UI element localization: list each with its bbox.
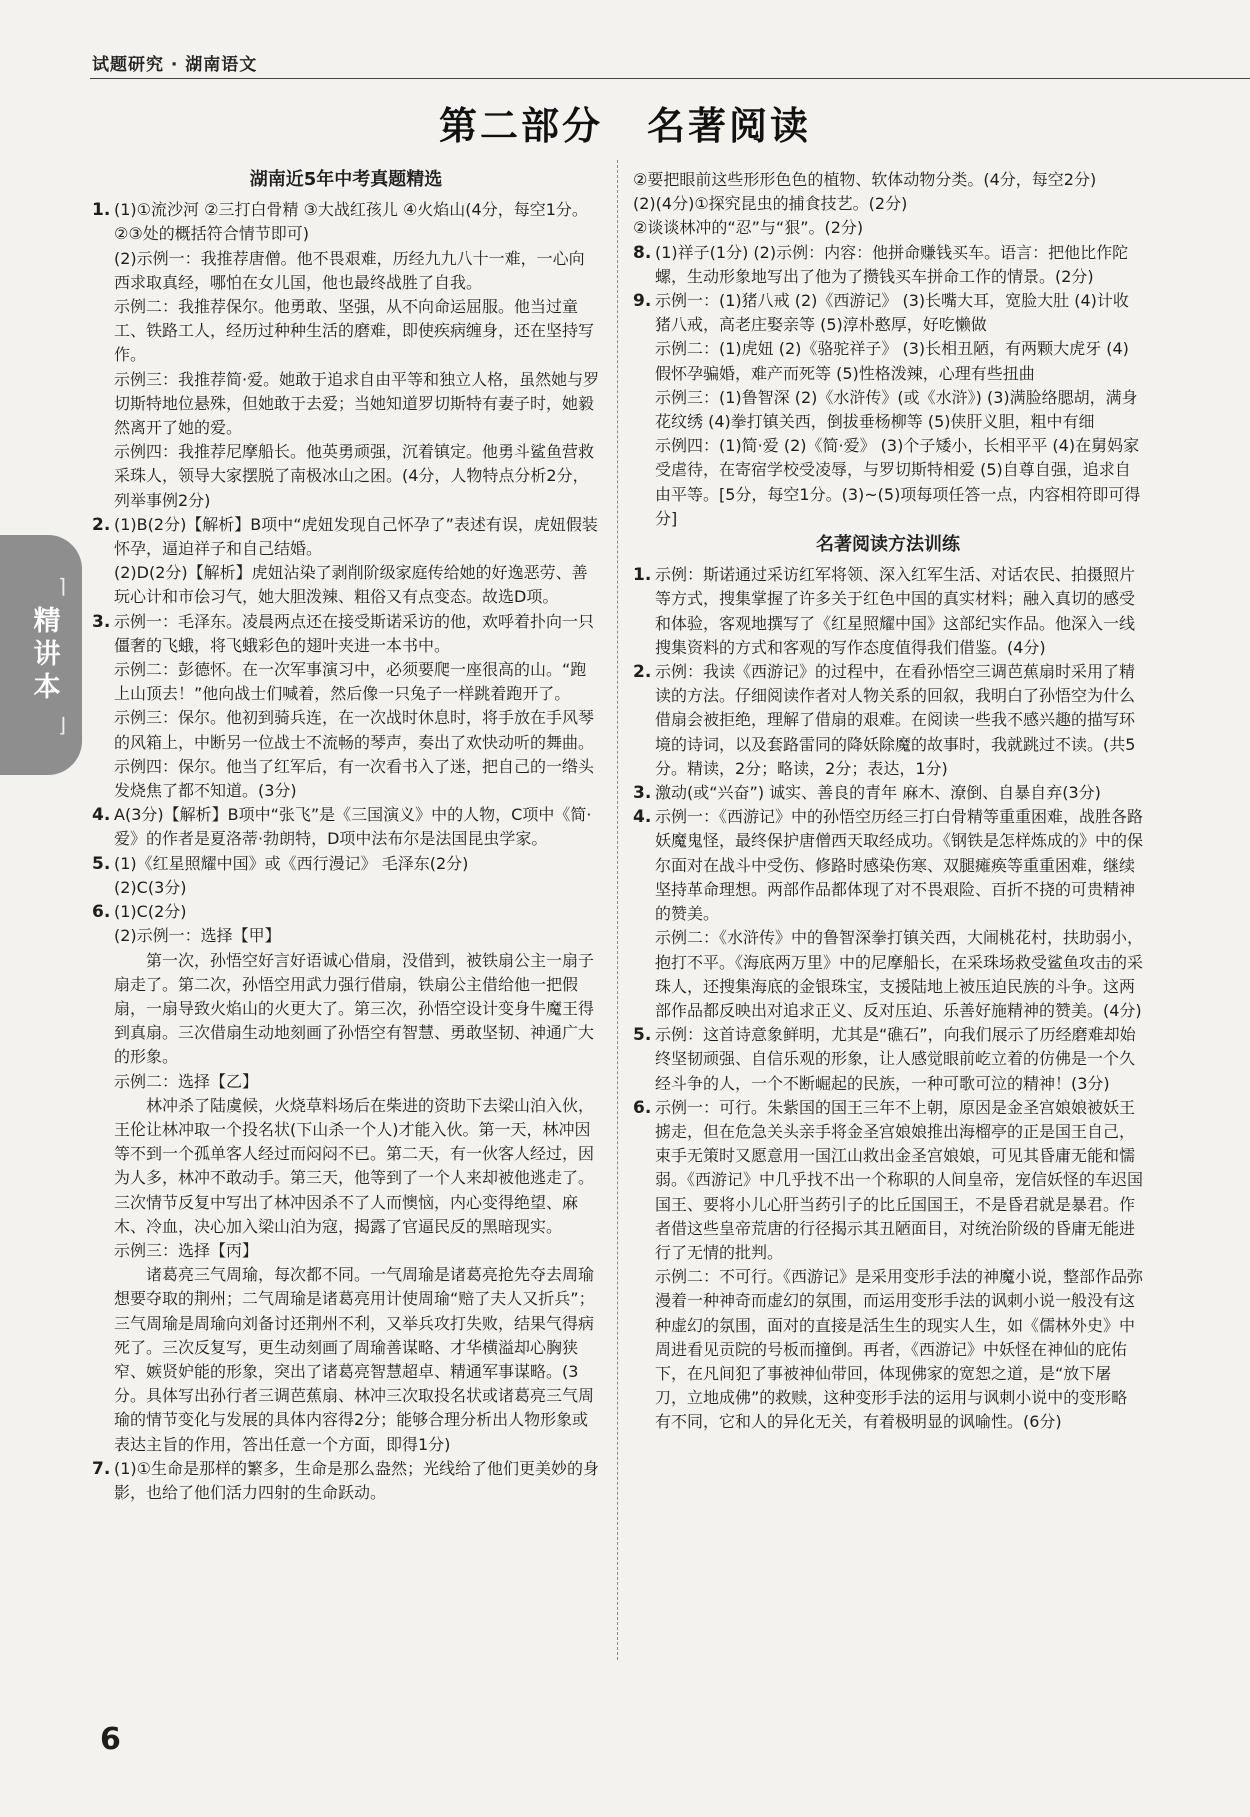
question-number: 2. (92, 514, 111, 535)
question-item (633, 1096, 1143, 1435)
answer-line: 示例一：毛泽东。凌晨两点还在接受斯诺采访的他，欢呼着扑向一只僵奢的飞蛾，将飞蛾彩色的翅叶夹进一本书中。 (114, 611, 595, 655)
running-header: 试题研究 · 湖南语文 (92, 55, 258, 75)
answer-line: 示例二：我推荐保尔。他勇敢、坚强，从不向命运屈服。他当过童工、铁路工人，经历过种种生活的磨难，即使疾病缠身，还在坚持写作。 (114, 297, 595, 365)
left-column (92, 168, 600, 1505)
answer-line: 示例三：保尔。他初到骑兵连，在一次战时休息时，将手放在手风琴的风箱上，中断另一位战士不流畅的琴声，奏出了欢快动听的舞曲。 (114, 708, 595, 752)
answer-line: (1)《红星照耀中国》或《西行漫记》 毛泽东(2分) (114, 853, 469, 873)
question-number: 4. (633, 807, 652, 828)
answer-line: 示例三：我推荐简·爱。她敢于追求自由平等和独立人格，虽然她与罗切斯特地位悬殊，但她敢于去爱；当她知道罗切斯特有妻子时，她毅然离开了她的爱。 (114, 369, 600, 438)
answer-line: 第一次，孙悟空好言好语诚心借扇，没借到，被铁扇公主一扇子扇走了。第二次，孙悟空用武力强行借扇，铁扇公主借给他一把假扇，一扇导致火焰山的火更大了。第三次，孙悟空设计变身牛魔王得到真扇。三次借扇生动地刻画了孙悟空有智慧、勇敢坚韧、神通广大的形象。 (114, 950, 595, 1067)
question-number: 5. (633, 1025, 652, 1046)
answer-line: (1)C(2分) (114, 902, 187, 922)
answer-line: (2)C(3分) (114, 877, 187, 897)
answer-line: (1)祥子(1分) (2)示例：内容：他拼命赚钱买车。语言：把他比作陀螺，生动形象地写出了他为了攒钱买车拼命工作的情景。(2分) (655, 242, 1129, 286)
question-number: 5. (92, 853, 111, 874)
question-number: 6. (633, 1097, 652, 1118)
answer-line: (2)示例一：我推荐唐僧。他不畏艰难，历经九九八十一难，一心向西求取真经，哪怕在女儿国，他也最终战胜了自我。 (114, 248, 585, 292)
answer-line: 示例四：(1)简·爱 (2)《简·爱》 (3)个子矮小，长相平平 (4)在舅妈家受虐待，在寄宿学校受凌辱，与罗切斯特相爱 (5)自尊自强，追求自由平等。[5分，每空1分。(3)~(5)项每项任答一点，内容相符即可得分] (655, 436, 1141, 528)
answer-line: 示例三：(1)鲁智深 (2)《水浒传》(或《水浒》) (3)满脸络腮胡，满身花纹绣 (4)拳打镇关西，倒拔垂杨柳等 (5)侠肝义胆，粗中有细 (655, 387, 1138, 432)
question-number: 6. (92, 902, 111, 923)
column-divider (617, 160, 618, 1660)
answer-line: 示例：斯诺通过采访红军将领、深入红军生活、对话农民、拍摄照片等方式，搜集掌握了许多关于红色中国的真实材料；融入真切的感受和体验，客观地撰写了《红星照耀中国》这部纪实作品。他深入一线搜集资料的方式和客观的写作态度值得我们借鉴。(4分) (655, 565, 1136, 657)
question-item (92, 198, 600, 513)
question-number: 3. (92, 611, 111, 632)
answer-line: 诸葛亮三气周瑜，每次都不同。一气周瑜是诸葛亮抢先夺去周瑜想要夺取的荆州；二气周瑜是诸葛亮用计使周瑜“赔了夫人又折兵”；三气周瑜是周瑜向刘备讨还荆州不利，又举兵攻打失败，结果气得病死了。三次反复写，更生动刻画了周瑜善谋略、才华横溢却心胸狭窄、嫉贤妒能的形象，突出了诸葛亮智慧超卓、精通军事谋略。(3分。具体写出孙行者三调芭蕉扇、林冲三次取投名状或诸葛亮三气周瑜的情节变化与发展的具体内容得2分；能够合理分析出人物形象或表达主旨的作用，答出任意一个方面，即得1分) (114, 1265, 595, 1454)
side-tab-label: 精讲本 (28, 605, 60, 705)
answer-line: 林冲杀了陆虞候，火烧草料场后在柴进的资助下去梁山泊入伙，王伦让林冲取一个投名状(下山杀一个人)才能入伙。第一天，林冲因等不到一个孤单客人经过而闷闷不已。第二天，有一伙客人经过，因为人多，林冲不敢动手。第三天，他等到了一个人来却被他逃走了。三次情节反复中写出了林冲因杀不了人而懊恼，内心变得绝望、麻木、冷血，决心加入梁山泊为寇，揭露了官逼民反的黑暗现实。 (114, 1095, 595, 1236)
answer-line: 示例一：(1)猪八戒 (2)《西游记》 (3)长嘴大耳，宽脸大肚 (4)计收猪八戒，高老庄娶亲等 (5)淳朴憨厚，好吃懒做 (655, 291, 1129, 335)
question-number: 8. (633, 242, 652, 263)
question-item (92, 852, 600, 900)
answer-line: 激动(或“兴奋”) 诚实、善良的青年 麻木、潦倒、自暴自弃(3分) (655, 783, 1101, 803)
answer-line: 示例四：保尔。他当了红军后，有一次看书入了迷，把自己的一绺头发烧焦了都不知道。(3分) (114, 756, 595, 801)
question-item (633, 781, 1143, 805)
answer-line: (1)①流沙河 ②三打白骨精 ③大战红孩儿 ④火焰山(4分，每空1分。②③处的概括符合情节即可) (114, 200, 588, 244)
question-item (633, 1023, 1143, 1096)
section-title-real-exams: 湖南近5年中考真题精选 (249, 169, 443, 190)
question-number: 2. (633, 662, 652, 683)
answer-line: 示例一：《西游记》中的孙悟空历经三打白骨精等重重困难，战胜各路妖魔鬼怪，最终保护唐僧西天取经成功。《钢铁是怎样炼成的》中的保尔面对在战斗中受伤、修路时感染伤寒、双腿瘫痪等重重困难，继续坚持革命理想。两部作品都体现了对不畏艰险、百折不挠的可贵精神的赞美。 (655, 807, 1144, 924)
question-item (633, 660, 1143, 781)
answer-line: 示例三：选择【丙】 (114, 1240, 259, 1260)
answer-line: 示例：这首诗意象鲜明，尤其是“礁石”，向我们展示了历经磨难却始终坚韧顽强、自信乐观的形象，让人感觉眼前屹立着的仿佛是一个久经斗争的人，一个不断崛起的民族，一种可歌可泣的精神！(3分) (655, 1025, 1136, 1093)
answer-line: ②谈谈林冲的“忍”与“狠”。(2分) (633, 218, 864, 238)
answer-line: (2)D(2分)【解析】虎妞沾染了剥削阶级家庭传给她的好逸恶劳、善玩心计和市侩习气，她大胆泼辣、粗俗又有点变态。故选D项。 (114, 563, 588, 607)
answer-line: 示例：我读《西游记》的过程中，在看孙悟空三调芭蕉扇时采用了精读的方法。仔细阅读作者对人物关系的回叙，我明白了孙悟空为什么借扇会被拒绝，理解了借扇的艰难。在阅读一些我不感兴趣的描写环境的诗词，以及套路雷同的降妖除魔的故事时，我就跳过不读。(共5分。精读，2分；略读，2分；表达，1分) (655, 662, 1136, 778)
answer-line: (2)示例一：选择【甲】 (114, 926, 281, 946)
continuation-block (633, 168, 1143, 241)
method-question-list (633, 563, 1143, 1434)
answer-line: 示例二：选择【乙】 (114, 1071, 259, 1091)
question-item (92, 513, 600, 610)
question-number: 7. (92, 1458, 111, 1479)
answer-line: (1)B(2分)【解析】B项中“虎妞发现自己怀孕了”表述有误，虎妞假装怀孕，逼迫祥子和自己结婚。 (114, 514, 598, 559)
tab-bracket-top-icon: ⌉ (58, 573, 66, 598)
answer-line: 示例二：(1)虎妞 (2)《骆驼祥子》 (3)长相丑陋，有两颗大虎牙 (4)假怀孕骗婚，难产而死等 (5)性格泼辣，心理有些扭曲 (655, 339, 1129, 383)
answer-line: A(3分)【解析】B项中“张飞”是《三国演义》中的人物，C项中《简·爱》的作者是夏洛蒂·勃朗特，D项中法布尔是法国昆虫学家。 (114, 805, 592, 849)
title-part: 第二部分 (438, 103, 603, 148)
question-item (92, 900, 600, 1457)
answer-line: 示例二：不可行。《西游记》是采用变形手法的神魔小说，整部作品弥漫着一种神奇而虚幻的氛围，而运用变形手法的讽刺小说一般没有这种虚幻的氛围，面对的直接是活生生的现实人生，如《儒林外史》中周进看见贡院的号板而撞倒。再者，《西游记》中妖怪在神仙的庇佑下，在凡间犯了事被神仙带回，体现佛家的宽恕之道，是“放下屠刀，立地成佛”的救赎，这种变形手法的运用与讽刺小说中的变形略有不同，它和人的异化无关，有着极明显的讽喻性。(6分) (655, 1267, 1144, 1432)
tab-bracket-bottom-icon: ⌋ (58, 712, 66, 737)
question-number: 3. (633, 783, 652, 804)
answer-line: (2)(4分)①探究昆虫的捕食技艺。(2分) (633, 194, 908, 214)
page-number: 6 (100, 1722, 121, 1757)
answer-line: 示例四：我推荐尼摩船长。他英勇顽强，沉着镇定。他勇斗鲨鱼营救采珠人，领导大家摆脱了南极冰山之困。(4分，人物特点分析2分，列举事例2分) (114, 442, 595, 510)
question-item (92, 1457, 600, 1505)
page-title (0, 95, 1250, 150)
left-question-list (92, 198, 600, 1505)
question-item (633, 805, 1143, 1023)
answer-line: (1)①生命是那样的繁多，生命是那么盎然；光线给了他们更美妙的身影，也给了他们活力四射的生命跃动。 (114, 1458, 600, 1502)
question-item (633, 289, 1143, 531)
question-number: 1. (633, 565, 652, 586)
answer-line: 示例二：彭德怀。在一次军事演习中，必须要爬一座很高的山。“跑上山顶去！”他向战士们喊着，然后像一只兔子一样跳着跑开了。 (114, 660, 587, 704)
right-column (633, 168, 1143, 1435)
answer-line: 示例一：可行。朱紫国的国王三年不上朝，原因是金圣宫娘娘被妖王掳走，但在危急关头亲手将金圣宫娘娘推出海榴亭的正是国王自己，束手无策时又愿意用一国江山救出金圣宫娘娘，可见其昏庸无能和懦弱。《西游记》中几乎找不出一个称职的人间皇帝，宠信妖怪的车迟国国王、要将小儿心肝当药引子的比丘国国王，不是昏君就是暴君。作者借这些皇帝荒唐的行径揭示其丑陋面目，对统治阶级的昏庸无能进行了无情的批判。 (655, 1097, 1144, 1262)
title-name: 名著阅读 (647, 103, 812, 148)
section-title-method-training: 名著阅读方法训练 (816, 534, 960, 556)
side-tab (0, 535, 82, 775)
answer-line: 示例二：《水浒传》中的鲁智深拳打镇关西，大闹桃花村，扶助弱小，抱打不平。《海底两万里》中的尼摩船长，在采珠场救受鲨鱼攻击的采珠人，还搜集海底的金银珠宝，支援陆地上被压迫民族的斗争。这两部作品都反映出对追求正义、反对压迫、乐善好施精神的赞美。(4分) (655, 928, 1144, 1020)
right-question-list (633, 241, 1143, 531)
header-rule (90, 78, 1250, 79)
question-number: 1. (92, 200, 111, 221)
question-number: 9. (633, 291, 652, 312)
question-item (92, 610, 600, 804)
question-item (92, 803, 600, 851)
question-item (633, 563, 1143, 660)
question-item (633, 241, 1143, 289)
question-number: 4. (92, 805, 111, 826)
answer-line: ②要把眼前这些形形色色的植物、软体动物分类。(4分，每空2分) (633, 170, 1097, 189)
